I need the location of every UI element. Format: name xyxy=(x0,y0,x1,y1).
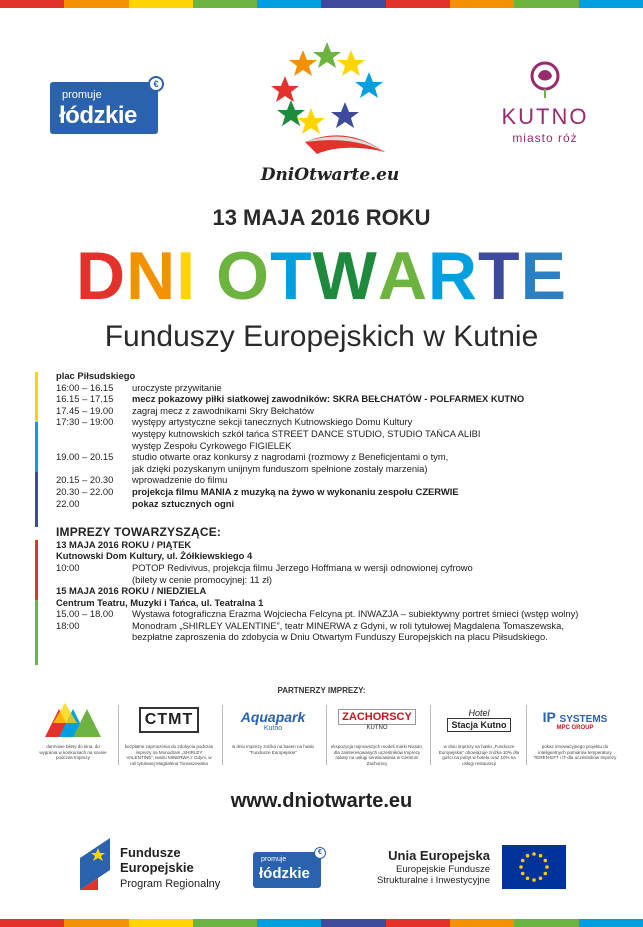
zachorscy-logo: ZACHORSCY xyxy=(338,709,416,725)
side-color-bar xyxy=(35,372,38,422)
schedule-row xyxy=(56,393,616,405)
stripe-segment xyxy=(450,0,514,8)
partner-divider xyxy=(222,705,223,765)
eu-star-icon xyxy=(544,872,548,876)
eu-star-icon xyxy=(532,852,536,856)
day1-desc: POTOP Redivivus, projekcja filmu Jerzego Hoffmana w wersji odnowionej cyfrowo xyxy=(132,561,473,573)
partner-ip-systems xyxy=(530,700,620,770)
schedule-desc: uroczyste przywitanie xyxy=(132,381,222,393)
ctmt-logo: CTMT xyxy=(139,707,199,733)
fe-line2: Europejskie xyxy=(120,860,194,875)
partner-kdk xyxy=(38,700,108,770)
eu-star-icon xyxy=(539,854,543,858)
title-letter: W xyxy=(312,238,378,314)
side-color-bar xyxy=(35,540,38,600)
partner-caption: pokaz innowacyjnego projektu do inteligentnych pomiarów temperatury TEREN-EFT i IT dla uczestników Imprezy xyxy=(533,744,617,760)
day2-row xyxy=(56,620,616,643)
eu-star-icon xyxy=(545,865,549,869)
stripe-segment xyxy=(514,0,578,8)
kutno-name: KUTNO xyxy=(501,104,589,129)
promuje-lodzkie-logo xyxy=(50,79,159,134)
title-letter: D xyxy=(76,238,127,314)
star-icon xyxy=(355,72,383,98)
euro-icon: € xyxy=(314,847,326,859)
unia-europejska-text xyxy=(360,850,490,886)
event-date: 13 MAJA 2016 ROKU xyxy=(212,205,431,230)
aquapark-sub: Kutno xyxy=(263,724,283,732)
schedule-desc: występ Zespołu Cyrkowego FIGIELEK xyxy=(132,439,292,451)
stripe-segment xyxy=(321,0,385,8)
eu-star-icon xyxy=(539,877,543,881)
star-icon xyxy=(271,76,299,102)
ue-line2: Europejskie Fundusze xyxy=(396,864,490,875)
stripe-segment xyxy=(193,0,257,8)
stripe-segment xyxy=(579,0,643,8)
stripe-segment xyxy=(129,0,193,8)
fundusze-europejskie-text xyxy=(120,845,220,892)
dni-otwarte-star-logo xyxy=(265,40,395,185)
schedule-time: 20.30 – 22.00 xyxy=(56,485,114,497)
day2-desc: Monodram „SHIRLEY VALENTINE”, teatr MINERWA z Gdyni, w roli tytułowej Magdalena Tomaszewska, xyxy=(132,619,564,631)
website-url[interactable]: www.dniotwarte.eu xyxy=(230,790,413,812)
title-letter: R xyxy=(427,238,479,314)
title-letter: T xyxy=(478,238,521,314)
schedule-desc: jak dzięki pozyskanym unijnym funduszom spełnione zostały marzenia) xyxy=(132,462,428,474)
partner-divider xyxy=(326,705,327,765)
euro-icon: € xyxy=(148,76,164,92)
stripe-segment xyxy=(129,919,193,927)
schedule-time: 16:00 – 16.15 xyxy=(56,381,114,393)
star-icon xyxy=(313,42,341,68)
kutno-logo xyxy=(490,60,600,150)
partner-divider xyxy=(118,705,119,765)
rose-icon xyxy=(526,60,564,100)
schedule-time: 17.45 – 19.00 xyxy=(56,404,114,416)
schedule xyxy=(56,370,616,643)
partner-ctmt xyxy=(124,700,214,770)
eu-flag-icon xyxy=(502,845,566,889)
day1-heading: 13 MAJA 2016 ROKU / PIĄTEK xyxy=(56,538,192,550)
kdk-logo-icon xyxy=(45,703,101,737)
eu-star-icon xyxy=(521,872,525,876)
day1-row xyxy=(56,562,616,585)
day2-heading: 15 MAJA 2016 ROKU / NIEDZIELA xyxy=(56,585,207,597)
bottom-color-stripe xyxy=(0,919,643,927)
fundusze-europejskie-icon xyxy=(80,838,116,890)
hotel-logo: Hotel xyxy=(468,708,490,718)
dni-otwarte-logo-text: DniOtwarte.eu xyxy=(260,165,400,185)
stripe-segment xyxy=(257,0,321,8)
ue-line1: Unia Europejska xyxy=(388,848,490,863)
promuje-big-text: łódzkie xyxy=(59,102,137,129)
schedule-row xyxy=(56,416,616,451)
partner-caption: ekspozycja najnowszych modeli marki Nissan, dla zainteresowanych uczestników Imprezy rabaty na usługi serwisowania w Centrum Zachorscy xyxy=(330,744,424,766)
schedule-rows xyxy=(56,382,616,510)
schedule-desc: projekcja filmu MANIA z muzyką na żywo w wykonaniu zespołu CZERWIE xyxy=(132,485,459,497)
star-icon xyxy=(277,100,305,126)
schedule-desc: zagraj mecz z zawodnikami Skry Bełchatów xyxy=(132,404,314,416)
title-letter: T xyxy=(270,238,313,314)
side-color-bar xyxy=(35,472,38,527)
schedule-location: plac Piłsudskiego xyxy=(56,370,136,381)
fe-line3: Program Regionalny xyxy=(120,878,221,890)
stripe-segment xyxy=(579,919,643,927)
day2-location: Centrum Teatru, Muzyki i Tańca, ul. Teatralna 1 xyxy=(56,596,264,608)
eu-star-icon xyxy=(521,859,525,863)
mpc-group-text: MPC GROUP xyxy=(556,725,594,731)
schedule-row xyxy=(56,451,616,474)
eu-star-icon xyxy=(519,865,523,869)
title-letter: I xyxy=(176,238,197,314)
eu-star-icon xyxy=(532,878,536,882)
schedule-desc: pokaz sztucznych ogni xyxy=(132,497,235,509)
star-icon xyxy=(331,102,359,128)
schedule-time: 19.00 – 20.15 xyxy=(56,451,114,463)
partner-aquapark xyxy=(228,700,318,770)
partner-caption: w dniu imprezy na hasło „Fundusze Europejskie” obowiązuje zniżka 10% dla gości na pobyt w hotelu oraz 10% na usługi restauracji xyxy=(438,744,520,766)
title-letter: N xyxy=(126,238,177,314)
stripe-segment xyxy=(0,919,64,927)
day2-desc-cont: bezpłatne zaproszenia do zdobycia w Dniu Otwartym Funduszy Europejskich na placu Piłsudskiego. xyxy=(132,631,548,643)
ue-line3: Strukturalne i Inwestycyjne xyxy=(377,875,490,886)
kutno-subtitle: miasto róż xyxy=(512,131,578,145)
schedule-row xyxy=(56,486,616,498)
ip-logo: IP xyxy=(542,709,556,725)
schedule-row xyxy=(56,498,616,510)
eu-star-icon xyxy=(526,854,530,858)
title-letter: O xyxy=(216,238,271,314)
schedule-row xyxy=(56,405,616,417)
subtitle: Funduszy Europejskich w Kutnie xyxy=(104,320,539,353)
stripe-segment xyxy=(450,919,514,927)
promuje-small-text: promuje xyxy=(62,89,102,101)
title-letter: A xyxy=(377,238,428,314)
schedule-row xyxy=(56,474,616,486)
schedule-time: 17:30 – 19:00 xyxy=(56,416,114,428)
day1-desc-note: (bilety w cenie promocyjnej: 11 zł) xyxy=(132,573,272,585)
schedule-desc: wprowadzenie do filmu xyxy=(132,474,228,486)
partner-zachorscy xyxy=(330,700,424,770)
partner-hotel xyxy=(436,700,522,770)
zachorscy-sub: KUTNO xyxy=(366,725,388,731)
eu-star-icon xyxy=(544,859,548,863)
star-icon xyxy=(337,50,365,76)
stripe-segment xyxy=(0,0,64,8)
schedule-time: 16.15 – 17.15 xyxy=(56,393,114,405)
stripe-segment xyxy=(514,919,578,927)
promuje-small-text: promuje xyxy=(261,856,287,863)
schedule-desc: występy artystyczne sekcji tanecznych Kutnowskiego Domu Kultury xyxy=(132,416,413,428)
eu-star-icon xyxy=(526,877,530,881)
partners-title: PARTNERZY IMPREZY: xyxy=(277,686,366,695)
title-letter: E xyxy=(520,238,567,314)
stripe-segment xyxy=(64,919,128,927)
top-color-stripe xyxy=(0,0,643,8)
stripe-segment xyxy=(64,0,128,8)
day2-row xyxy=(56,608,616,620)
partner-caption: darmowe bilety do kina, do wygrania w konkursach na scenie podczas Imprezy xyxy=(39,744,107,760)
schedule-row xyxy=(56,382,616,394)
aquapark-logo: Aquapark xyxy=(240,708,306,725)
promuje-lodzkie-logo-footer xyxy=(253,849,322,888)
schedule-desc: studio otwarte oraz konkursy z nagrodami (rozmowy z Beneficjentami o tym, xyxy=(132,451,449,463)
partner-divider xyxy=(526,705,527,765)
star-icon xyxy=(289,50,317,76)
partner-caption: w dniu imprezy zniżka na basen na hasło "Fundusze Europejskie" xyxy=(231,744,315,755)
stripe-segment xyxy=(386,0,450,8)
ip-systems-text: SYSTEMS xyxy=(559,714,608,725)
day2-time: 15.00 – 18.00 xyxy=(56,608,114,620)
stripe-segment xyxy=(193,919,257,927)
partner-divider xyxy=(430,705,431,765)
main-title xyxy=(0,236,643,316)
fe-line1: Fundusze xyxy=(120,845,181,860)
side-color-bar xyxy=(35,422,38,472)
hotel-sub: Stacja Kutno xyxy=(447,718,510,732)
stripe-segment xyxy=(257,919,321,927)
side-color-bar xyxy=(35,600,38,665)
promuje-big-text: łódzkie xyxy=(259,865,310,882)
side-events-heading: IMPREZY TOWARZYSZĄCE: xyxy=(56,525,222,540)
schedule-desc: mecz pokazowy piłki siatkowej zawodników: SKRA BEŁCHATÓW - POLFARMEX KUTNO xyxy=(132,393,525,405)
day2-time: 18:00 xyxy=(56,619,80,631)
schedule-desc: występy kutnowskich szkół tańca STREET DANCE STUDIO, STUDIO TAŃCA ALIBI xyxy=(132,427,481,439)
stripe-segment xyxy=(386,919,450,927)
stripe-segment xyxy=(321,919,385,927)
day2-desc: Wystawa fotograficzna Erazma Wojciecha Felcyna pt. INWAZJA – subiektywny portret śmieci (wstęp wolny) xyxy=(132,608,579,620)
partner-caption: bezpłatne zaproszenia do zdobycia podczas imprezy na Monodram „SHIRLEY VALENTINE”, teatru MINERWA z Gdyni, w roli tytułowej Magdalena Tomaszewska xyxy=(124,744,214,766)
day1-location: Kutnowski Dom Kultury, ul. Żółkiewskiego 4 xyxy=(56,550,253,562)
schedule-time: 20.15 – 20.30 xyxy=(56,474,114,486)
day1-time: 10:00 xyxy=(56,561,80,573)
schedule-time: 22.00 xyxy=(56,497,80,509)
